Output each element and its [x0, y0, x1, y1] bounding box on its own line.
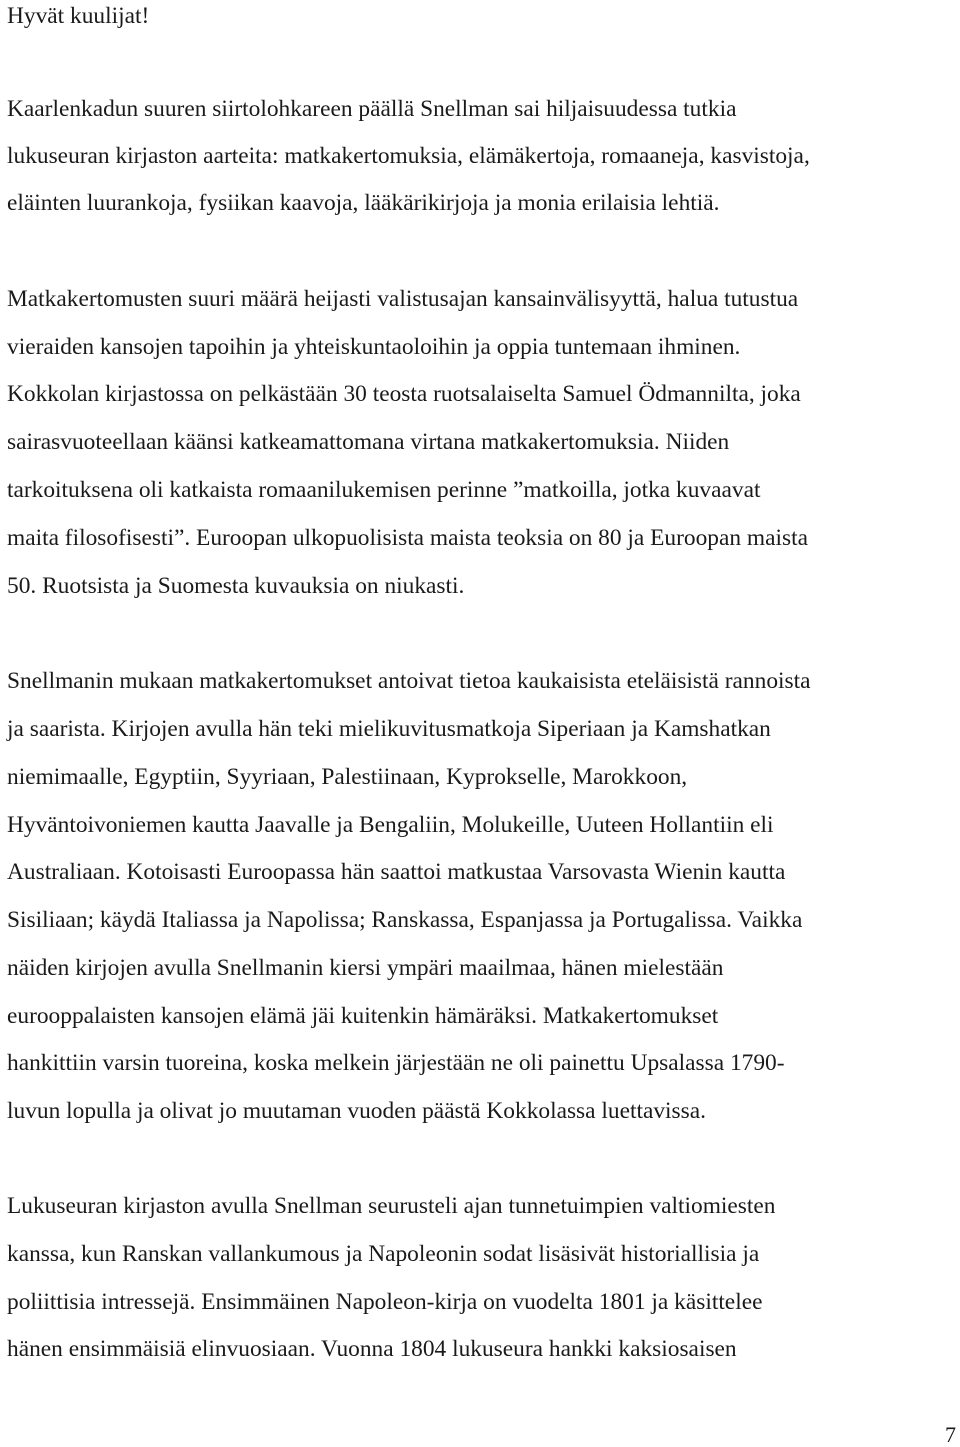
text-line: Sisiliaan; käydä Italiassa ja Napolissa; Ranskassa, Espanjassa ja Portugalissa. Vaikka [7, 907, 803, 933]
text-line: lukuseuran kirjaston aarteita: matkakertomuksia, elämäkertoja, romaaneja, kasvistoja, [7, 143, 810, 169]
text-line: hankittiin varsin tuoreina, koska melkein järjestään ne oli painettu Upsalassa 1790- [7, 1050, 785, 1076]
greeting-line: Hyvät kuulijat! [7, 3, 150, 29]
text-line: Matkakertomusten suuri määrä heijasti valistusajan kansainvälisyyttä, halua tutustua [7, 286, 799, 312]
text-line: maita filosofisesti”. Euroopan ulkopuolisista maista teoksia on 80 ja Euroopan maista [7, 525, 808, 551]
text-line: luvun lopulla ja olivat jo muutaman vuoden päästä Kokkolassa luettavissa. [7, 1098, 706, 1124]
text-line: Kaarlenkadun suuren siirtolohkareen päällä Snellman sai hiljaisuudessa tutkia [7, 96, 737, 122]
text-line: poliittisia intressejä. Ensimmäinen Napoleon-kirja on vuodelta 1801 ja käsittelee [7, 1289, 763, 1315]
text-line: ja saarista. Kirjojen avulla hän teki mielikuvitusmatkoja Siperiaan ja Kamshatkan [7, 716, 771, 742]
text-line: eläinten luurankoja, fysiikan kaavoja, lääkärikirjoja ja monia erilaisia lehtiä. [7, 190, 720, 216]
text-line: Australiaan. Kotoisasti Euroopassa hän saattoi matkustaa Varsovasta Wienin kautta [7, 859, 786, 885]
text-line: eurooppalaisten kansojen elämä jäi kuitenkin hämäräksi. Matkakertomukset [7, 1003, 719, 1029]
text-line: sairasvuoteellaan käänsi katkeamattomana virtana matkakertomuksia. Niiden [7, 429, 730, 455]
text-line: tarkoituksena oli katkaista romaanilukemisen perinne ”matkoilla, jotka kuvaavat [7, 477, 761, 503]
text-line: Snellmanin mukaan matkakertomukset antoivat tietoa kaukaisista eteläisistä rannoista [7, 668, 811, 694]
text-line: näiden kirjojen avulla Snellmanin kiersi ympäri maailmaa, hänen mielestään [7, 955, 724, 981]
text-line: 50. Ruotsista ja Suomesta kuvauksia on niukasti. [7, 573, 465, 599]
text-line: Lukuseuran kirjaston avulla Snellman seurusteli ajan tunnetuimpien valtiomiesten [7, 1193, 776, 1219]
page-number: 7 [945, 1422, 956, 1447]
text-line: kanssa, kun Ranskan vallankumous ja Napoleonin sodat lisäsivät historiallisia ja [7, 1241, 760, 1267]
text-line: hänen ensimmäisiä elinvuosiaan. Vuonna 1804 lukuseura hankki kaksiosaisen [7, 1336, 737, 1362]
text-line: vieraiden kansojen tapoihin ja yhteiskuntaoloihin ja oppia tuntemaan ihminen. [7, 334, 741, 360]
text-line: niemimaalle, Egyptiin, Syyriaan, Palestiinaan, Kyprokselle, Marokkoon, [7, 764, 688, 790]
text-line: Hyväntoivoniemen kautta Jaavalle ja Bengaliin, Molukeille, Uuteen Hollantiin eli [7, 812, 774, 838]
text-line: Kokkolan kirjastossa on pelkästään 30 teosta ruotsalaiselta Samuel Ödmannilta, joka [7, 381, 801, 407]
